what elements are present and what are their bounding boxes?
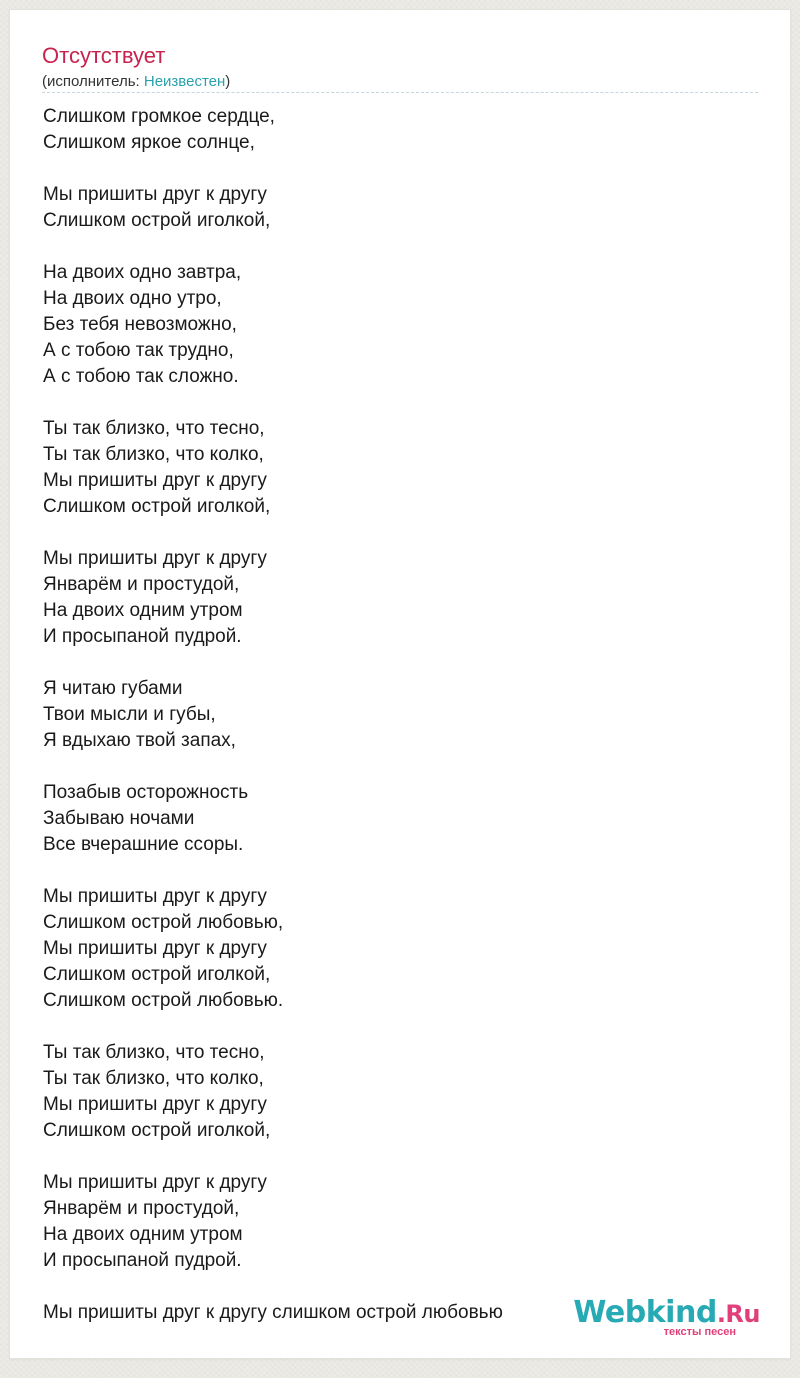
artist-line <box>42 72 230 92</box>
lyrics-stanza <box>43 182 763 234</box>
artist-suffix: ) <box>225 73 231 90</box>
lyrics-stanza <box>43 1040 763 1144</box>
lyrics-line: Мы пришиты друг к другу слишком острой любовью <box>43 1302 503 1323</box>
lyrics-line: И просыпаной пудрой. <box>43 1250 242 1271</box>
lyrics-line: Я вдыхаю твой запах, <box>43 730 236 751</box>
lyrics-line: Ты так близко, что тесно, <box>43 418 265 439</box>
lyrics-line: На двоих одно завтра, <box>43 262 242 283</box>
lyrics-card <box>10 10 790 1358</box>
lyrics-line: Январём и простудой, <box>43 574 240 595</box>
lyrics-line: На двоих одним утром <box>43 1224 243 1245</box>
lyrics-line: Мы пришиты друг к другу <box>43 1094 267 1115</box>
lyrics-stanza <box>43 260 763 390</box>
lyrics-line: А с тобою так трудно, <box>43 340 234 361</box>
lyrics-line: Мы пришиты друг к другу <box>43 548 267 569</box>
lyrics-line: Слишком острой любовью. <box>43 990 284 1011</box>
artist-link[interactable]: Неизвестен <box>143 73 226 90</box>
lyrics-line: А с тобою так сложно. <box>43 366 239 387</box>
lyrics-stanza <box>43 780 763 858</box>
lyrics-line: На двоих одним утром <box>43 600 243 621</box>
lyrics-stanza <box>43 416 763 520</box>
lyrics-stanza <box>43 104 763 156</box>
lyrics-line: Слишком громкое сердце, <box>43 106 275 127</box>
lyrics-line: Январём и простудой, <box>43 1198 240 1219</box>
lyrics-line: Забываю ночами <box>43 808 195 829</box>
lyrics-line: Мы пришиты друг к другу <box>43 1172 267 1193</box>
song-title: Отсутствует <box>42 43 166 68</box>
lyrics-line: Мы пришиты друг к другу <box>43 886 267 907</box>
lyrics-stanza <box>43 546 763 650</box>
logo-tagline: тексты песен <box>663 1326 736 1338</box>
logo-name: Webkind <box>573 1295 717 1330</box>
lyrics-line: Слишком яркое солнце, <box>43 132 255 153</box>
lyrics-line: Мы пришиты друг к другу <box>43 184 267 205</box>
lyrics-line: Мы пришиты друг к другу <box>43 938 267 959</box>
title-divider <box>42 92 758 93</box>
lyrics-text <box>43 104 763 1352</box>
lyrics-stanza <box>43 884 763 1014</box>
lyrics-line: Все вчерашние ссоры. <box>43 834 244 855</box>
lyrics-line: Позабыв осторожность <box>43 782 249 803</box>
lyrics-line: Мы пришиты друг к другу <box>43 470 267 491</box>
lyrics-line: Ты так близко, что колко, <box>43 1068 264 1089</box>
lyrics-line: Слишком острой иголкой, <box>43 210 271 231</box>
logo-tld: .Ru <box>716 1300 760 1328</box>
lyrics-line: Ты так близко, что тесно, <box>43 1042 265 1063</box>
lyrics-stanza <box>43 676 763 754</box>
lyrics-stanza <box>43 1170 763 1274</box>
lyrics-line: Слишком острой иголкой, <box>43 496 271 517</box>
lyrics-line: Я читаю губами <box>43 678 183 699</box>
artist-prefix: (исполнитель: <box>42 73 144 90</box>
lyrics-line: Без тебя невозможно, <box>43 314 237 335</box>
lyrics-line: И просыпаной пудрой. <box>43 626 242 647</box>
webkind-logo[interactable] <box>570 1296 760 1340</box>
lyrics-line: Ты так близко, что колко, <box>43 444 264 465</box>
lyrics-line: Твои мысли и губы, <box>43 704 216 725</box>
lyrics-line: На двоих одно утро, <box>43 288 222 309</box>
lyrics-line: Слишком острой иголкой, <box>43 1120 271 1141</box>
lyrics-line: Слишком острой иголкой, <box>43 964 271 985</box>
lyrics-line: Слишком острой любовью, <box>43 912 284 933</box>
